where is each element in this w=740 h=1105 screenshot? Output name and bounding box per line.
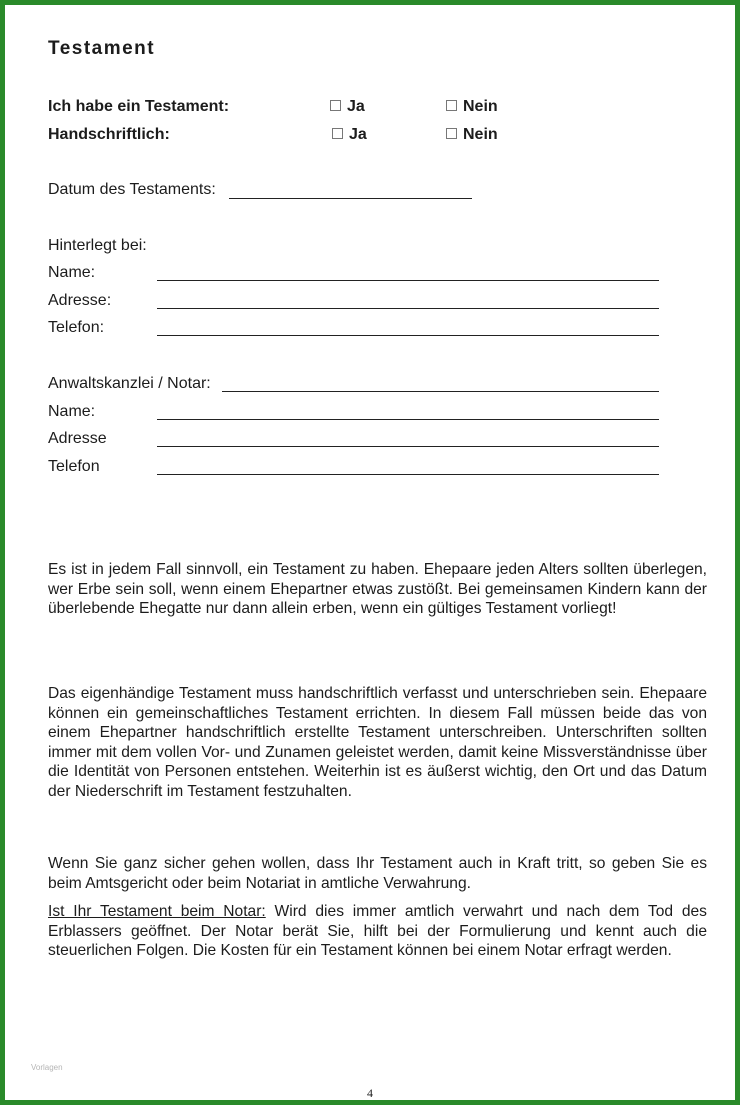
checkbox-icon[interactable]	[446, 128, 457, 139]
page-number: 4	[367, 1086, 373, 1100]
deposited-name-label: Name:	[48, 264, 96, 281]
checkbox-icon[interactable]	[330, 100, 341, 111]
notary-paragraph-body: Wird dies immer amtlich verwahrt und nach dem Tod des Erblassers geöffnet. Der Notar berät Sie, hilft bei der Formulierung und kennt auch die steuerlichen Folgen. Die Kosten für ein Testament können bei einem Notar erfragt werden.	[48, 903, 707, 959]
footer-watermark: Vorlagen	[31, 1063, 63, 1072]
notary-phone-field-line[interactable]	[157, 474, 659, 475]
notary-paragraph-lead: Ist Ihr Testament beim Notar:	[48, 903, 266, 920]
notary-field-line[interactable]	[222, 391, 659, 392]
deposited-phone-field-line[interactable]	[157, 335, 659, 336]
date-label: Datum des Testaments:	[48, 181, 216, 198]
paragraph-notary	[48, 902, 707, 961]
checkbox-icon[interactable]	[332, 128, 343, 139]
deposited-heading: Hinterlegt bei:	[48, 237, 147, 254]
paragraph-safekeeping: Wenn Sie ganz sicher gehen wollen, dass Ihr Testament auch in Kraft tritt, so geben Sie es beim Amtsgericht oder beim Notariat in amtliche Verwahrung.	[48, 855, 707, 892]
testament-no-option[interactable]: Nein	[446, 96, 498, 118]
paragraph-recommendation: Es ist in jedem Fall sinnvoll, ein Testament zu haben. Ehepaare jeden Alters sollten überlegen, wer Erbe sein soll, wenn einem Ehepartner etwas zustößt. Bei gemeinsamen Kindern kann der überlebende Ehegatte nur dann allein erben, wenn ein gültiges Testament vorliegt!	[48, 561, 707, 617]
paragraph-handwritten-rules: Das eigenhändige Testament muss handschriftlich verfasst und unterschrieben sein. Ehepaare können ein gemeinschaftliches Testament errichten. In diesem Fall müssen beide das von einem Ehepartner handschriftlich erstellte Testament unterschreiben. Unterschriften sollten immer mit dem vollen Vor- und Zunamen geleistet werden, damit keine Missverständnisse über die Identität von Personen entstehen. Weiterhin ist es äußerst wichtig, den Ort und das Datum der Niederschrift im Testament festzuhalten.	[48, 685, 707, 800]
notary-address-label: Adresse	[48, 430, 107, 447]
handwritten-question-label: Handschriftlich:	[48, 126, 170, 143]
handwritten-no-option[interactable]: Nein	[446, 124, 498, 146]
date-field-line[interactable]	[229, 198, 472, 199]
deposited-phone-label: Telefon:	[48, 319, 105, 336]
checkbox-icon[interactable]	[446, 100, 457, 111]
notary-heading: Anwaltskanzlei / Notar:	[48, 375, 211, 392]
notary-address-field-line[interactable]	[157, 446, 659, 447]
handwritten-yes-option[interactable]: Ja	[332, 124, 367, 146]
page-title: Testament	[48, 38, 156, 59]
notary-name-field-line[interactable]	[157, 419, 659, 420]
notary-phone-label: Telefon	[48, 458, 100, 475]
testament-yes-option[interactable]: Ja	[330, 96, 365, 118]
deposited-name-field-line[interactable]	[157, 280, 659, 281]
notary-name-label: Name:	[48, 403, 96, 420]
deposited-address-field-line[interactable]	[157, 308, 659, 309]
testament-question-label: Ich habe ein Testament:	[48, 98, 230, 115]
deposited-address-label: Adresse:	[48, 292, 112, 309]
